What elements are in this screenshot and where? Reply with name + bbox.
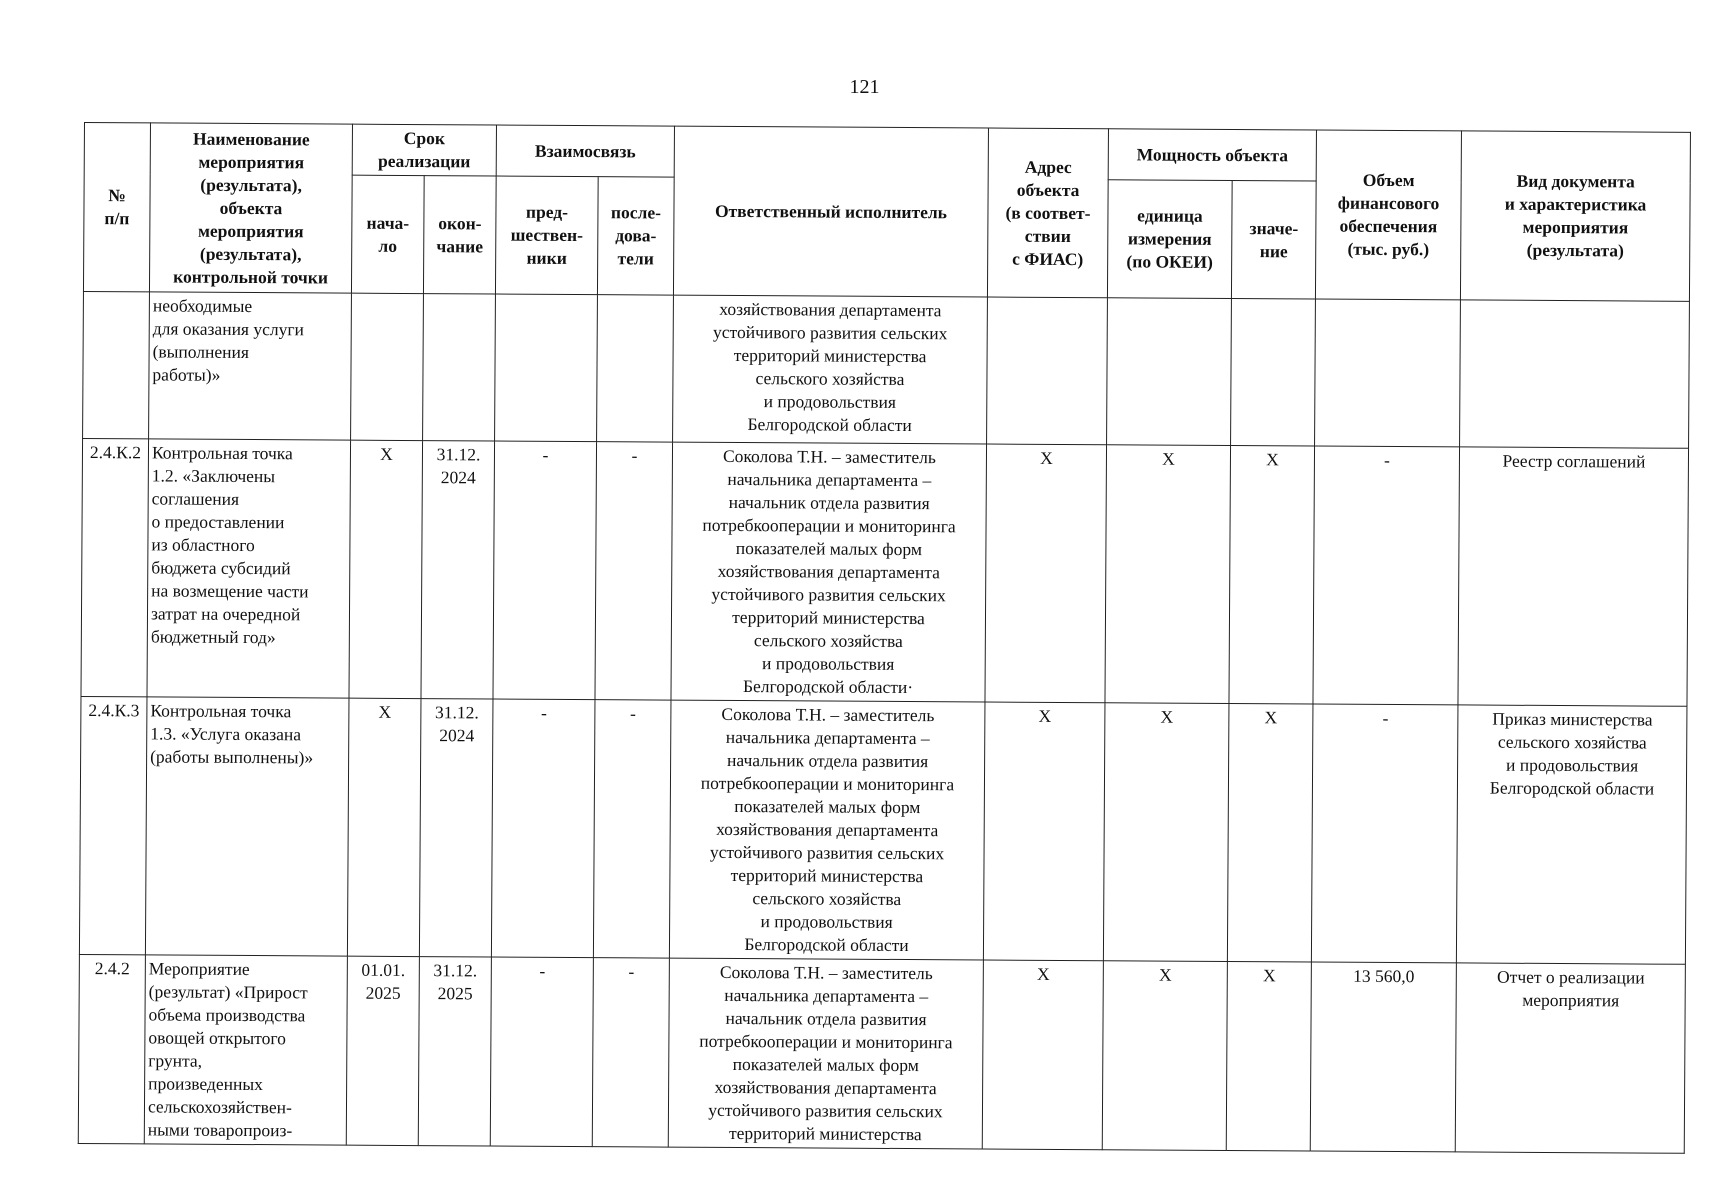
cell-start — [351, 293, 424, 440]
cell-finance — [1315, 299, 1461, 447]
header-term: Срок реализации — [352, 124, 496, 176]
header-name: Наименование мероприятия (результата), объекта мероприятия (результата), контрольной точки — [149, 123, 352, 293]
cell-executor: Соколова Т.Н. – заместитель начальника департамента – начальник отдела развития потребкооперации и мониторинга показателей малых форм хозяйствования департамента устойчивого развития сельских территорий министерства сельского хозяйства и продовольствия Белгородской области· — [671, 442, 987, 702]
cell-value — [1231, 299, 1316, 447]
header-address: Адрес объекта (в соответ- ствии с ФИАС) — [987, 128, 1108, 298]
table-row — [83, 291, 1690, 448]
cell-executor: Соколова Т.Н. – заместитель начальника департамента – начальник отдела развития потребкооперации и мониторинга показателей малых форм хозяйствования департамента устойчивого развития сельских территорий министерства сельского хозяйства и продовольствия Белгородской области — [669, 700, 985, 960]
cell-next: - — [592, 958, 669, 1147]
cell-doc: Реестр соглашений — [1458, 447, 1689, 706]
cell-unit: X — [1105, 445, 1231, 704]
cell-next: - — [593, 700, 671, 958]
header-num: № п/п — [83, 123, 150, 292]
cell-unit: X — [1102, 961, 1227, 1151]
cell-end — [423, 294, 496, 441]
cell-finance: - — [1311, 704, 1458, 963]
header-link-next: после- дова- тели — [597, 177, 674, 295]
cell-address — [987, 297, 1108, 445]
cell-num — [83, 291, 150, 438]
header-link-prev: пред- шествен- ники — [495, 176, 598, 295]
cell-name: Контрольная точка 1.3. «Услуга оказана (работы выполнены)» — [145, 697, 349, 956]
cell-name: Контрольная точка 1.2. «Заключены соглашения о предоставлении из областного бюджета субсидий на возмещение части затрат на очередной бюджетный год» — [147, 439, 351, 698]
header-doc: Вид документа и характеристика мероприятия (результата) — [1460, 131, 1690, 301]
cell-next: - — [595, 442, 673, 700]
cell-executor: Соколова Т.Н. – заместитель начальника департамента – начальник отдела развития потребкооперации и мониторинга показателей малых форм хозяйствования департамента устойчивого развития сельских территорий министерства — [668, 958, 983, 1149]
header-link: Взаимосвязь — [496, 125, 674, 177]
cell-doc: Отчет о реализации мероприятия — [1455, 963, 1685, 1153]
header-unit: единица измерения (по ОКЕИ) — [1107, 180, 1232, 299]
cell-doc: Приказ министерства сельского хозяйства и продовольствия Белгородской области — [1456, 705, 1687, 964]
cell-executor: хозяйствования департамента устойчивого развития сельских территорий министерства сельского хозяйства и продовольствия Белгородской области — [673, 295, 988, 444]
cell-address: X — [985, 444, 1107, 703]
cell-address: X — [982, 960, 1103, 1150]
cell-prev — [495, 294, 598, 442]
cell-value: X — [1227, 704, 1313, 963]
cell-finance: 13 560,0 — [1310, 962, 1456, 1152]
cell-value: X — [1229, 446, 1315, 705]
cell-prev: - — [491, 699, 595, 958]
cell-end: 31.12. 2024 — [419, 699, 493, 957]
header-executor: Ответственный исполнитель — [673, 126, 988, 297]
cell-start: X — [347, 698, 421, 956]
cell-start: 01.01. 2025 — [346, 956, 419, 1145]
cell-end: 31.12. 2024 — [421, 441, 495, 699]
cell-next — [597, 295, 674, 442]
cell-num: 2.4.К.3 — [79, 696, 147, 954]
header-finance: Объем финансового обеспечения (тыс. руб.) — [1315, 130, 1461, 300]
cell-value: X — [1226, 962, 1311, 1152]
header-capacity: Мощность объекта — [1108, 129, 1316, 181]
activities-table — [78, 122, 1691, 1154]
header-term-start: нача- ло — [351, 175, 424, 293]
cell-unit — [1107, 298, 1232, 446]
cell-name: Мероприятие (результат) «Прирост объема производства овощей открытого грунта, произведенных сельскохозяйствен- ными товаропроиз- — [144, 955, 347, 1145]
cell-num: 2.4.2 — [78, 954, 145, 1143]
page-number: 121 — [849, 76, 880, 98]
cell-start: X — [349, 440, 423, 698]
cell-finance: - — [1313, 446, 1460, 705]
table-row — [78, 954, 1685, 1153]
cell-num: 2.4.К.2 — [81, 438, 149, 696]
cell-unit: X — [1103, 703, 1229, 962]
cell-doc — [1460, 300, 1690, 448]
cell-prev: - — [493, 441, 597, 700]
header-term-end: окон- чание — [423, 176, 496, 294]
header-value: значе- ние — [1231, 181, 1316, 300]
table-row — [79, 696, 1687, 964]
cell-end: 31.12. 2025 — [418, 957, 491, 1146]
table-row — [81, 438, 1689, 706]
cell-name: необходимые для оказания услуги (выполнения работы)» — [149, 292, 352, 440]
cell-prev: - — [490, 957, 593, 1147]
cell-address: X — [983, 702, 1105, 961]
